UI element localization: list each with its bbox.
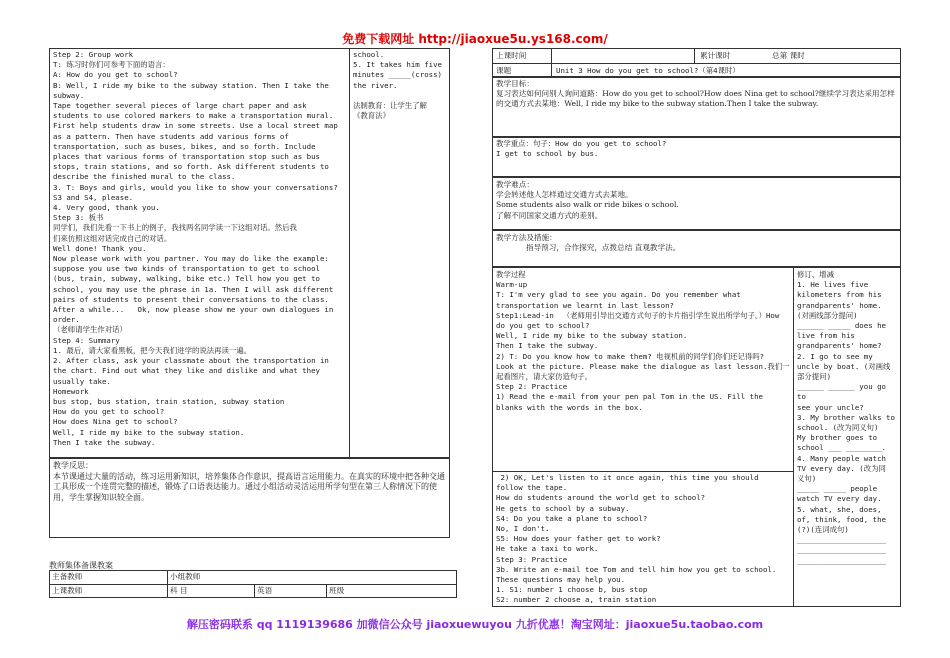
bottom-table-title: 教师集体备课教案 <box>49 561 113 570</box>
process-col-divider <box>793 267 794 607</box>
class-label: 班级 <box>329 586 345 595</box>
exercise-notes-text: school. 5. It takes him five minutes _____(cross) the river. 法制教育：让学生了解 《教育法》 <box>353 50 442 121</box>
objectives-text: 教学目标： 复习表达如何问别人询问道路：How do you get to school?How does Nina get to school?继续学习表达采用怎样的交通方式去某地：Well, I ride my bike to the subway station.Then I take the subway. <box>496 79 895 109</box>
table-row-divider <box>49 584 457 585</box>
table-col-divider-3 <box>326 584 327 598</box>
table-col-divider-2 <box>254 584 255 598</box>
accumulated-hours-label: 累计课时 <box>700 51 731 60</box>
methods-label: 教学方法及措施： <box>496 233 557 242</box>
revisions-exercises-text: 修订、增减 1. He lives five kilometers from his grandparents' home. (对画线部分提问) ______ _____ does he live from his grandparents' home? 2. I go to see my uncle by boat. (对画线 部分提问) ______ ______ you go to see your uncle? 3. My brother walks to school. (改为同义句) My brother goes to school ___ ________. 4. Many people watch TV every day. (改为同 义句) _____ _____ people watch TV every day. 5. what, she, does, of, think, food, the (?)(连词成句) ____________________ ____________________ ____________________ <box>797 270 895 565</box>
methods-value: 指导预习，合作探究，点拨总结 直观教学法。 <box>526 243 681 252</box>
total-hours-label: 总第 课时 <box>772 51 805 60</box>
reflection-text: 教学反思： 本节课通过大量的活动，练习运用新知识，培养集体合作意识，提高语言运用能力。在真实的环境中把各种交通工具形成一个连贯完整的描述，锻炼了口语表达能力。通过小组活动灵活运用所学句型在第三人称情况下的使用，学生掌握知识较全面。 <box>53 461 445 502</box>
subject-label: 科 目 <box>170 586 188 595</box>
info-col-divider-2 <box>694 48 695 63</box>
process-row-divider <box>492 471 793 472</box>
left-column-divider <box>349 48 350 458</box>
header-banner: 免费下载网址 http://jiaoxue5u.ys168.com/ <box>342 32 608 46</box>
group-teacher-label: 小组教师 <box>170 572 201 581</box>
footer-banner: 解压密码联系 qq 1119139686 加微信公众号 jiaoxuewuyou 九折优惠！淘宝网址：jiaoxue5u.taobao.com <box>186 618 764 631</box>
teaching-process-text: 教学过程 Warm-up T: I'm very glad to see you again. Do you remember what transportation we learnt in last lesson? Step1:Lead-in （老师用引导出交通方式句子的卡片指引学生说出所学句子。）How do you get to school? Well, I ride my bike to the subway station. Then I take the subway. 2) T: Do you know how to make them? 电视机前的同学们你们还记得吗? Look at the picture. Please make the dialogue as last lesson.我们一起看图片，请大家仿造句子。 Step 2: Practice 1) Read the e-mail from your pen pal Tom in the US. Fill the blanks with the words in the box. <box>496 270 790 412</box>
subject-value: 英语 <box>257 586 273 595</box>
topic-label: 课题 <box>496 66 512 75</box>
topic-value: Unit 3 How do you get to school?（第4课时） <box>556 66 740 75</box>
class-time-label: 上课时间 <box>496 51 527 60</box>
key-points-text: 教学重点：句子：How do you get to school? I get to school by bus. <box>496 139 667 159</box>
class-teacher-label: 上课教师 <box>52 586 83 595</box>
difficulties-text: 教学难点： 学会转述他人怎样通过交通方式去某地。 Some students also walk or ride bikes o school. 了解不同国家交通方式的差别。 <box>496 180 679 220</box>
table-col-divider-1 <box>167 570 168 598</box>
info-col-divider-1 <box>551 48 552 77</box>
procedure-steps-text: Step 2: Group work T: 练习时你们可参考下面的语言： A: How do you get to school? B: Well, I ride my bike to the subway station. Then I take the subway. Tape together several pieces of large chart paper and ask students to use colored markers to make a transportation mural. First help students draw in some streets. Use a local street map as a pattern. Then have students add various forms of transportation, such as buses, bikes, and so forth. Include places that various forms of transportation stop such as bus stops, train stations, and so forth. Ask different students to describe the finished mural to the class. 3. T: Boys and girls, would you like to show your conversations? S3 and S4, please. 4. Very good, thank you. Step 3: 板书 同学们，我们先看一下书上的例子，我找两名同学读一下这组对话。然后我 们来仿照这组对话完成自己的对话。 Well done! Thank you. Now please work with you partner. You may do like the example: suppose you use two kinds of transportation to get to school (bus, train, subway, walking, bike etc.) Tell how you get to school, you may use the phrase in 1a. Then I will ask different pairs of students to present their conversations to the class. After a while... Ok, now please show me your own dialogues in order. （老师请学生作对话） Step 4: Summary 1. 最后，请大家看黑板，把今天我们进学的说法再读一遍。 2. After class, ask your classmate about the transportation in the chart. Find out what they like and dislike and what they usually take. Homework bus stop, bus station, train station, subway station How do you get to school? How does Nina get to school? Well, I ride my bike to the subway station. Then I take the subway. <box>53 50 338 447</box>
lead-teacher-label: 主备教师 <box>52 572 83 581</box>
info-row-divider <box>492 63 901 64</box>
teaching-process-continued-text: 2) OK, Let's listen to it once again, this time you should follow the tape. How do students around the world get to school? He gets to school by a subway. S4: Do you take a plane to school? No, I don't. S5: How does your father get to work? He take a taxi to work. Step 3: Practice 3b. Write an e-mail toe Tom and tell him how you get to school. These questions may help you. 1. S1: number 1 choose b, bus stop S2: number 2 choose a, train station <box>496 473 777 605</box>
